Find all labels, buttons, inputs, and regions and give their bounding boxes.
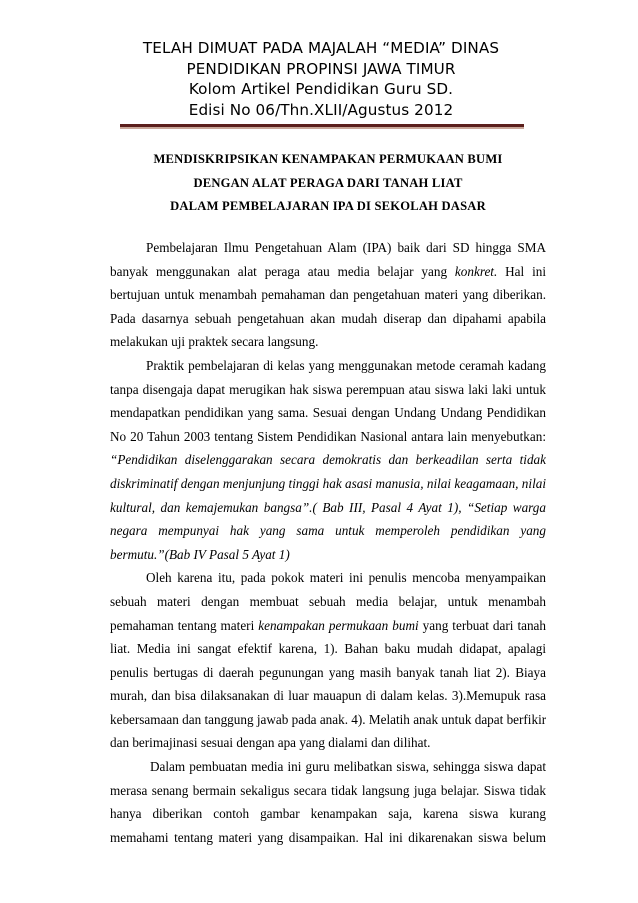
- body-line: hanya diberikan contoh gambar kenampakan saja, karena siswa kurang: [110, 806, 546, 822]
- article-title: [110, 148, 546, 219]
- body-text-italic: kenampakan permukaan bumi: [258, 617, 419, 633]
- body-line: Pada dasarnya sebuah pengetahuan akan mudah diserap dan dipahami apabila: [110, 310, 546, 326]
- body-line: Praktik pembelajaran di kelas yang menggunakan metode ceramah kadang: [146, 357, 546, 373]
- body-line: memahami tentang materi yang disampaikan. Hal ini dikarenakan siswa belum: [110, 829, 546, 845]
- body-line: dan berimajinasi sesuai dengan apa yang dialami dan dilihat.: [110, 735, 431, 751]
- body-line: sebuah materi dengan membuat sebuah media belajar, untuk menambah: [110, 593, 546, 609]
- body-text: pemahaman tentang materi: [110, 617, 259, 633]
- body-line: Oleh karena itu, pada pokok materi ini penulis mencoba menyampaikan: [146, 570, 546, 586]
- body-line: mendapatkan pendidikan yang sama. Sesuai dengan Undang Undang Pendidikan: [110, 405, 546, 421]
- body-line: Dalam pembuatan media ini guru melibatkan siswa, sehingga siswa dapat: [150, 759, 546, 775]
- body-line: murah, dan bisa dilaksanakan di luar mauapun di dalam kelas. 3).Memupuk rasa: [110, 688, 546, 704]
- title-line-2: DENGAN ALAT PERAGA DARI TANAH LIAT: [193, 175, 463, 190]
- body-text: Hal ini: [497, 263, 546, 279]
- title-line-1: MENDISKRIPSIKAN KENAMPAKAN PERMUKAAN BUMI: [153, 152, 503, 166]
- header-line-3: Kolom Artikel Pendidikan Guru SD.: [188, 80, 454, 98]
- body-line: Pembelajaran Ilmu Pengetahuan Alam (IPA) baik dari SD hingga SMA: [146, 240, 546, 255]
- body-line: penulis bertugas di daerah pegunungan yang masih banyak tanah liat 2). Biaya: [110, 664, 546, 680]
- body-line-quote: “Pendidikan diselenggarakan secara demokratis dan berkeadilan serta tidak: [110, 452, 546, 468]
- body-line-quote: diskriminatif dengan menjunjung tinggi hak asasi manusia, nilai keagamaan, nilai: [110, 475, 546, 491]
- publication-header: [118, 38, 524, 120]
- body-text-italic: konkret.: [454, 263, 498, 279]
- body-line: bertujuan untuk menambah pemahaman dan pengetahuan materi yang diberikan.: [110, 287, 546, 303]
- body-line-quote: kultural, dan kemajemukan bangsa”.( Bab III, Pasal 4 Ayat 1), “Setiap warga: [110, 499, 546, 515]
- body-line: [110, 260, 546, 284]
- body-line: merasa senang bermain sekaligus secara tidak langsung juga belajar. Siswa tidak: [110, 782, 546, 798]
- body-text: banyak menggunakan alat peraga atau media belajar yang: [110, 263, 455, 279]
- header-line-4: Edisi No 06/Thn.XLII/Agustus 2012: [188, 100, 454, 119]
- body-line-quote: bermutu.”(Bab IV Pasal 5 Ayat 1): [110, 546, 290, 562]
- body-line: melakukan uji praktek secara langsung.: [110, 334, 319, 350]
- body-line: kebersamaan dan tanggung jawab pada anak. 4). Melatih anak untuk dapat berfikir: [110, 711, 546, 727]
- article-body: [110, 236, 546, 849]
- body-line: No 20 Tahun 2003 tentang Sistem Pendidikan Nasional antara lain menyebutkan:: [110, 428, 546, 444]
- body-line: liat. Media ini sangat efektif karena, 1). Bahan baku mudah didapat, apalagi: [110, 641, 546, 657]
- title-line-3: DALAM PEMBELAJARAN IPA DI SEKOLAH DASAR: [170, 199, 486, 213]
- header-divider-shadow: [120, 127, 524, 129]
- header-line-2: PENDIDIKAN PROPINSI JAWA TIMUR: [186, 59, 456, 78]
- body-line-quote: negara mempunyai hak yang sama untuk memperoleh pendidikan yang: [110, 523, 546, 539]
- header-line-1: TELAH DIMUAT PADA MAJALAH “MEDIA” DINAS: [142, 39, 500, 57]
- body-line: [110, 614, 546, 638]
- body-text: yang terbuat dari tanah: [418, 617, 546, 633]
- body-line: tanpa disengaja dapat merugikan hak siswa perempuan atau siswa laki laki untuk: [110, 381, 546, 397]
